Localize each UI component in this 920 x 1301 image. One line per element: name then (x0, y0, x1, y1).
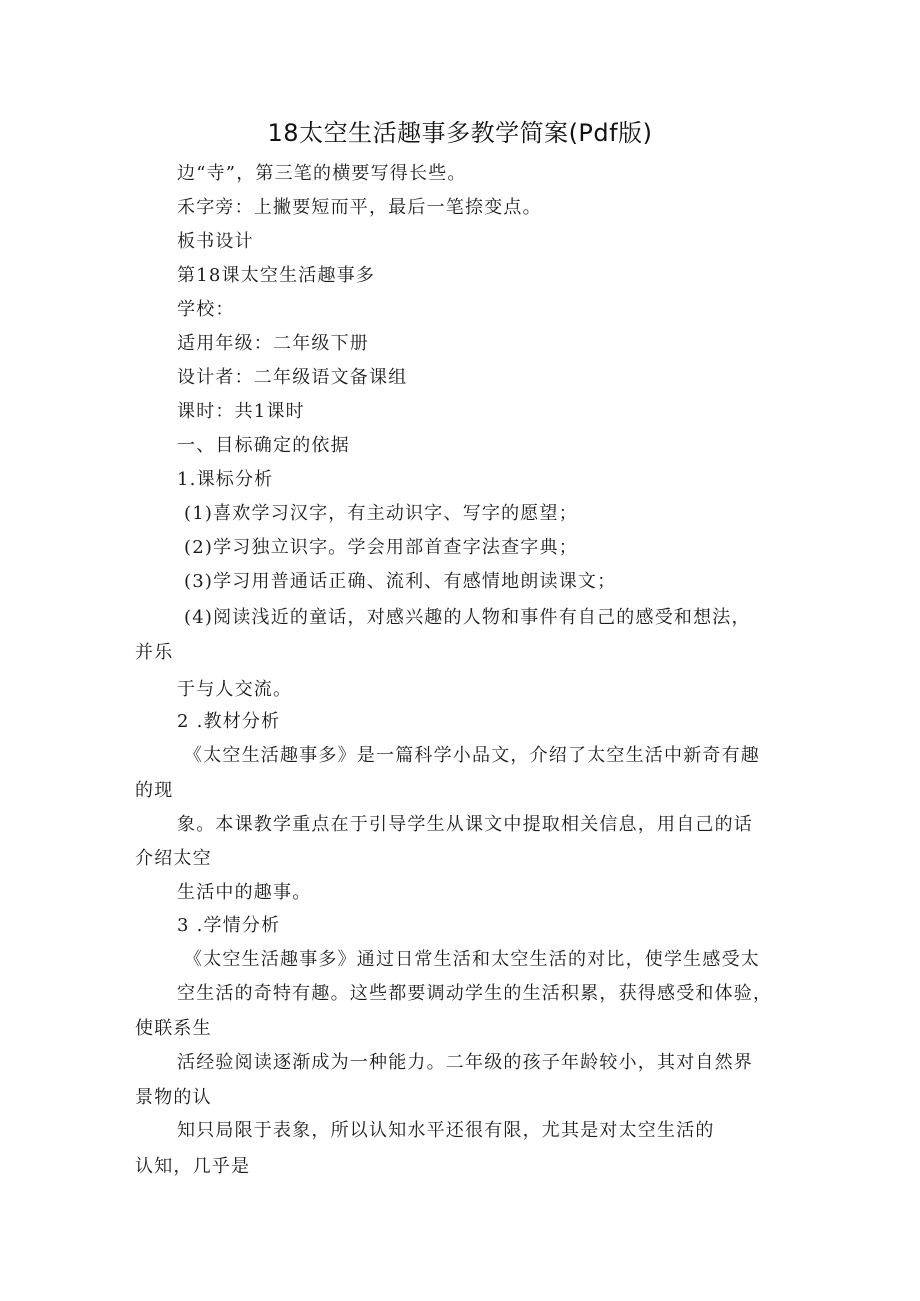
text-line: 空生活的奇特有趣。这些都要调动学生的生活积累，获得感受和体验， (177, 983, 773, 1004)
text-line: 1.课标分析 (177, 469, 274, 490)
text-line: 象。本课教学重点在于引导学生从课文中提取相关信息，用自己的话 (177, 814, 753, 835)
text-line: (2)学习独立识字。学会用部首查字法查字典； (184, 537, 578, 558)
text-line: 认知，几乎是 (135, 1156, 251, 1177)
text-line: 2 .教材分析 (177, 711, 281, 732)
text-line: 板书设计 (177, 231, 254, 252)
text-line: 景物的认 (135, 1087, 212, 1108)
text-line: 于与人交流。 (177, 679, 293, 700)
text-line: 知只局限于表象，所以认知水平还很有限，尤其是对太空生活的 (177, 1120, 715, 1141)
text-line: 《太空生活趣事多》是一篇科学小品文，介绍了太空生活中新奇有趣 (184, 745, 760, 766)
text-line: 适用年级：二年级下册 (177, 333, 369, 354)
text-line: 边“寺”，第三笔的横要写得长些。 (177, 163, 467, 184)
text-line: (4)阅读浅近的童话，对感兴趣的人物和事件有自己的感受和想法， (184, 607, 751, 628)
text-line: 并乐 (135, 642, 174, 663)
text-line: 学校： (177, 299, 235, 320)
text-line: 一、目标确定的依据 (177, 435, 350, 456)
text-line: 使联系生 (135, 1018, 212, 1039)
text-line: 设计者：二年级语文备课组 (177, 367, 408, 388)
text-line: (1)喜欢学习汉字，有主动识字、写字的愿望； (184, 503, 578, 524)
text-line: 生活中的趣事。 (177, 882, 312, 903)
text-line: 活经验阅读逐渐成为一种能力。二年级的孩子年龄较小，其对自然界 (177, 1052, 753, 1073)
text-line: 3 .学情分析 (177, 915, 281, 936)
text-line: (3)学习用普通话正确、流利、有感情地朗读课文； (184, 571, 617, 592)
text-line: 《太空生活趣事多》通过日常生活和太空生活的对比，使学生感受太 (184, 949, 760, 970)
text-line: 第18课太空生活趣事多 (177, 265, 376, 286)
text-line: 的现 (135, 780, 174, 801)
text-line: 介绍太空 (135, 848, 212, 869)
document-title: 18太空生活趣事多教学简案(Pdf版) (267, 119, 653, 147)
text-line: 课时：共1课时 (177, 401, 305, 422)
text-line: 禾字旁：上撇要短而平，最后一笔捺变点。 (177, 197, 542, 218)
